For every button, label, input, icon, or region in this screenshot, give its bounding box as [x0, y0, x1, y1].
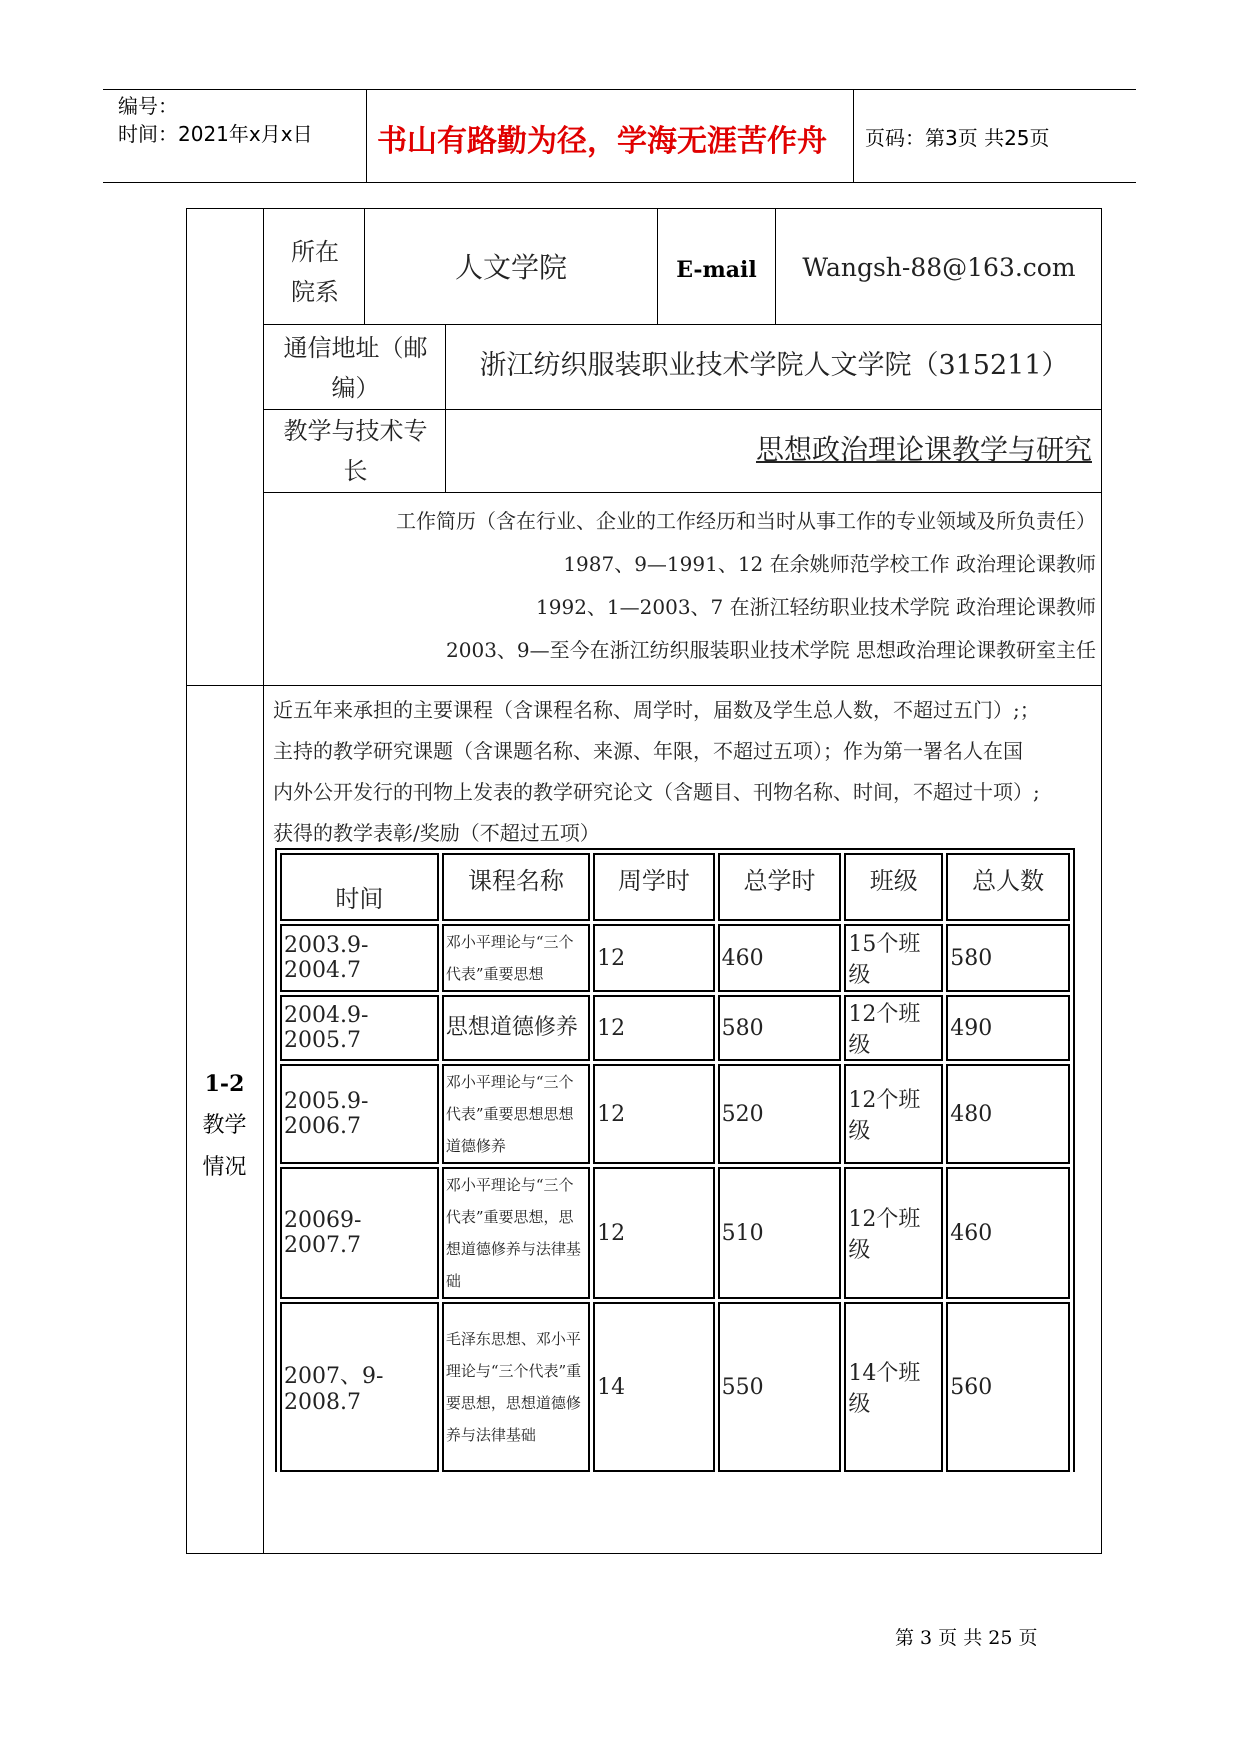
- cell-classes: 12个班级: [844, 1064, 943, 1164]
- header-top-rule: [103, 89, 1136, 90]
- header-motto: 书山有路勤为径，学海无涯苦作舟: [377, 124, 827, 159]
- cell-course: 邓小平理论与“三个代表”重要思想思想道德修养: [442, 1064, 590, 1164]
- cell-time: 2003.9-2004.7: [280, 924, 439, 992]
- cell-weekly: 12: [593, 924, 715, 992]
- cell-students: 580: [946, 924, 1070, 992]
- teaching-side-label: 1-2 教学 情况: [202, 1071, 247, 1180]
- col-header-students: 总人数: [946, 853, 1070, 921]
- dept-label: 所在 院系: [291, 238, 339, 306]
- dept-value: 人文学院: [454, 251, 567, 284]
- col-header-weekly: 周学时: [593, 853, 715, 921]
- cell-course: 邓小平理论与“三个代表”重要思想: [442, 924, 590, 992]
- cell-students: 480: [946, 1064, 1070, 1164]
- cell-classes: 15个班级: [844, 924, 943, 992]
- expertise-value: 思想政治理论课教学与研究: [755, 433, 1092, 466]
- header-meta: [118, 92, 313, 148]
- cell-course: 思想道德修养: [442, 995, 590, 1061]
- table-row: [280, 995, 1070, 1061]
- col-header-total-hours: 总学时: [718, 853, 842, 921]
- cell-time: 2004.9-2005.7: [280, 995, 439, 1061]
- header-page-label: 页码：第3页 共25页: [865, 126, 1050, 150]
- table-header-row: [280, 853, 1070, 921]
- cell-course: 毛泽东思想、邓小平理论与“三个代表”重要思想，思想道德修养与法律基础: [442, 1302, 590, 1472]
- cell-total-hours: 550: [718, 1302, 842, 1472]
- col-header-time: 时间: [280, 853, 439, 921]
- expertise-label: 教学与技术专 长: [283, 417, 428, 485]
- cell-time: 2005.9-2006.7: [280, 1064, 439, 1164]
- table-row: [280, 1302, 1070, 1472]
- work-history-line: 1987、9—1991、12 在余姚师范学校工作 政治理论课教师: [563, 552, 1096, 576]
- teaching-intro: 近五年来承担的主要课程（含课程名称、周学时，届数及学生总人数，不超过五门）;； 主持的教学研究课题（含课题名称、来源、年限，不超过五项）；作为第一署名人在国 内外公开发行的刊物上发表的教学研究论文（含题目、刊物名称、时间，不超过十项）; 获得的教学表彰/奖励（不超过五项）: [273, 698, 1040, 845]
- table-row: [280, 1064, 1070, 1164]
- col-header-classes: 班级: [844, 853, 943, 921]
- cell-weekly: 14: [593, 1302, 715, 1472]
- grid-line: [263, 409, 1102, 410]
- email-label: E-mail: [676, 257, 757, 283]
- table-row: [280, 1167, 1070, 1299]
- work-history: [268, 500, 1096, 672]
- work-history-line: 2003、9—至今在浙江纺织服装职业技术学院 思想政治理论课教研室主任: [446, 638, 1096, 662]
- cell-total-hours: 520: [718, 1064, 842, 1164]
- cell-weekly: 12: [593, 1167, 715, 1299]
- cell-students: 560: [946, 1302, 1070, 1472]
- cell-weekly: 12: [593, 995, 715, 1061]
- cell-weekly: 12: [593, 1064, 715, 1164]
- cell-time: 2007、9-2008.7: [280, 1302, 439, 1472]
- cell-classes: 12个班级: [844, 1167, 943, 1299]
- email-value: Wangsh-88@163.com: [802, 253, 1076, 282]
- header-bottom-rule: [103, 182, 1136, 183]
- table-row: [280, 924, 1070, 992]
- cell-time: 20069-2007.7: [280, 1167, 439, 1299]
- address-label: 通信地址（邮 编）: [283, 334, 428, 402]
- doc-number-label: 编号：: [118, 94, 178, 118]
- cell-students: 490: [946, 995, 1070, 1061]
- course-table-viewport: [275, 848, 1085, 1472]
- page-footer: 第 3 页 共 25 页: [895, 1627, 1038, 1649]
- address-value: 浙江纺织服装职业技术学院人文学院（315211）: [479, 350, 1069, 381]
- cell-classes: 12个班级: [844, 995, 943, 1061]
- cell-total-hours: 580: [718, 995, 842, 1061]
- grid-line: [263, 492, 1102, 493]
- doc-time-label: 时间：2021年x月x日: [118, 122, 313, 146]
- course-table: [275, 848, 1075, 1472]
- cell-total-hours: 460: [718, 924, 842, 992]
- grid-line: [263, 324, 1102, 325]
- work-history-line: 1992、1—2003、7 在浙江轻纺职业技术学院 政治理论课教师: [536, 595, 1096, 619]
- cell-classes: 14个班级: [844, 1302, 943, 1472]
- cell-students: 460: [946, 1167, 1070, 1299]
- header-divider: [853, 90, 854, 182]
- work-history-title: 工作简历（含在行业、企业的工作经历和当时从事工作的专业领域及所负责任）: [396, 509, 1096, 533]
- col-header-course: 课程名称: [442, 853, 590, 921]
- cell-course: 邓小平理论与“三个代表”重要思想，思想道德修养与法律基础: [442, 1167, 590, 1299]
- cell-total-hours: 510: [718, 1167, 842, 1299]
- grid-line: [186, 685, 1102, 686]
